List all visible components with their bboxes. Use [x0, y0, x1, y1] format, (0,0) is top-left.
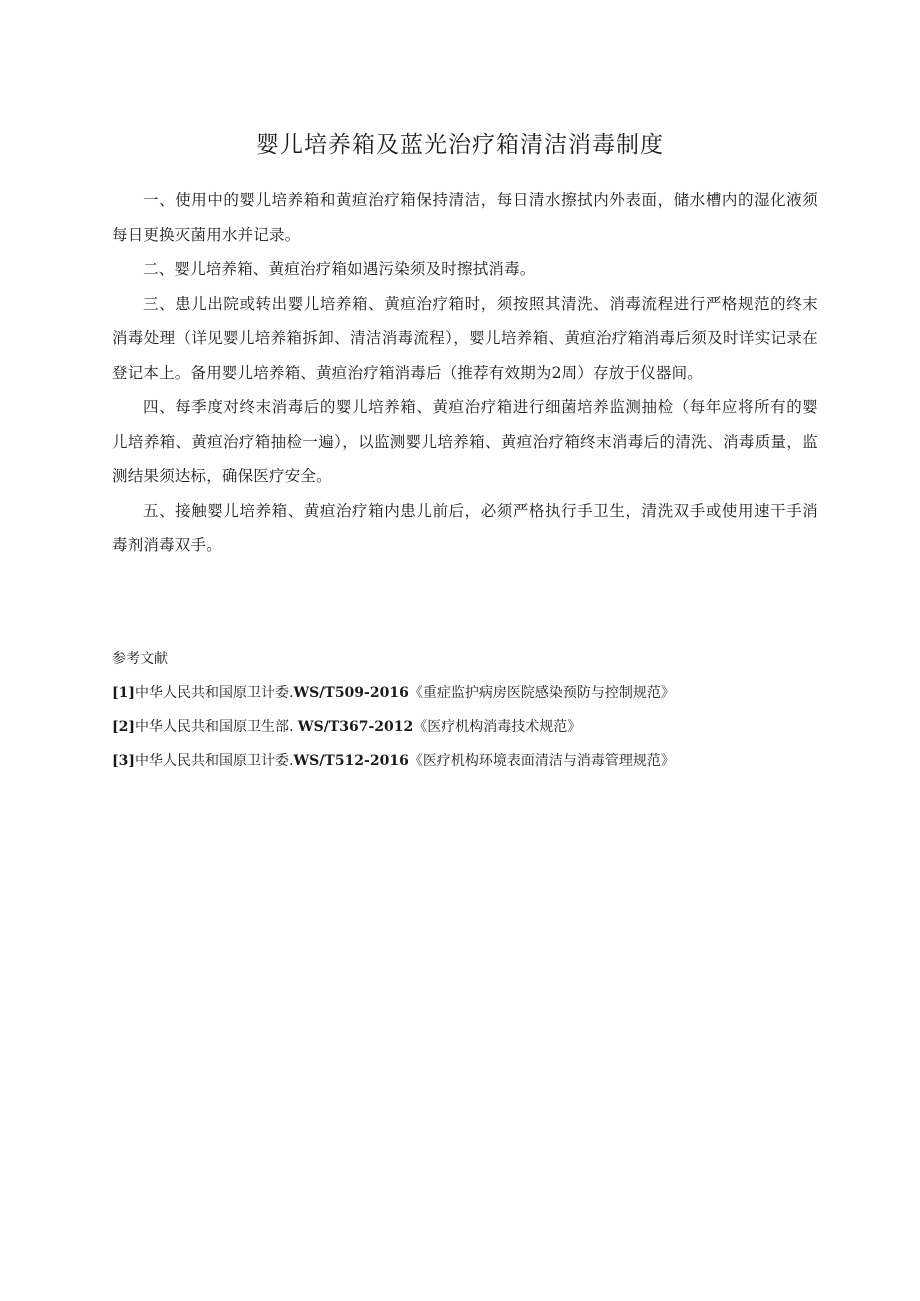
document-title: 婴儿培养箱及蓝光治疗箱清洁消毒制度 [256, 132, 664, 158]
reference-code: WS/T509-2016 [293, 685, 409, 701]
reference-code: WS/T367-2012 [297, 719, 414, 735]
reference-authority: 中华人民共和国原卫计委. [135, 753, 294, 769]
paragraph-1: 一、使用中的婴儿培养箱和黄疸治疗箱保持清洁，每日清水擦拭内外表面，储水槽内的湿化液须每日更换灭菌用水并记录。 [112, 191, 818, 244]
reference-code: WS/T512-2016 [293, 753, 409, 769]
reference-number: [3] [112, 753, 135, 769]
reference-number: [2] [112, 719, 135, 735]
reference-title: 《医疗机构环境表面清洁与消毒管理规范》 [408, 753, 675, 769]
paragraph-5: 五、接触婴儿培养箱、黄疸治疗箱内患儿前后，必须严格执行手卫生，清洗双手或使用速干手消毒剂消毒双手。 [112, 501, 818, 554]
paragraph-2: 二、婴儿培养箱、黄疸治疗箱如遇污染须及时擦拭消毒。 [143, 260, 536, 278]
reference-item-2 [112, 716, 818, 738]
paragraph-4: 四、每季度对终末消毒后的婴儿培养箱、黄疸治疗箱进行细菌培养监测抽检（每年应将所有的婴儿培养箱、黄疸治疗箱抽检一遍），以监测婴儿培养箱、黄疸治疗箱终末消毒后的清洗、消毒质量，监测结果须达标，确保医疗安全。 [112, 398, 818, 485]
reference-authority: 中华人民共和国原卫生部. [135, 719, 298, 735]
reference-item-3 [112, 750, 818, 772]
reference-title: 《医疗机构消毒技术规范》 [413, 719, 582, 735]
paragraph-3: 三、患儿出院或转出婴儿培养箱、黄疸治疗箱时，须按照其清洗、消毒流程进行严格规范的终末消毒处理（详见婴儿培养箱拆卸、清洁消毒流程），婴儿培养箱、黄疸治疗箱消毒后须及时详实记录在登记本上。备用婴儿培养箱、黄疸治疗箱消毒后（推荐有效期为2周）存放于仪器间。 [112, 294, 818, 382]
reference-authority: 中华人民共和国原卫计委. [135, 685, 294, 701]
reference-item-1 [112, 682, 818, 704]
document-body [112, 183, 818, 563]
reference-title: 《重症监护病房医院感染预防与控制规范》 [408, 685, 675, 701]
reference-number: [1] [112, 685, 135, 701]
references-section [112, 648, 818, 784]
references-heading: 参考文献 [112, 651, 168, 667]
